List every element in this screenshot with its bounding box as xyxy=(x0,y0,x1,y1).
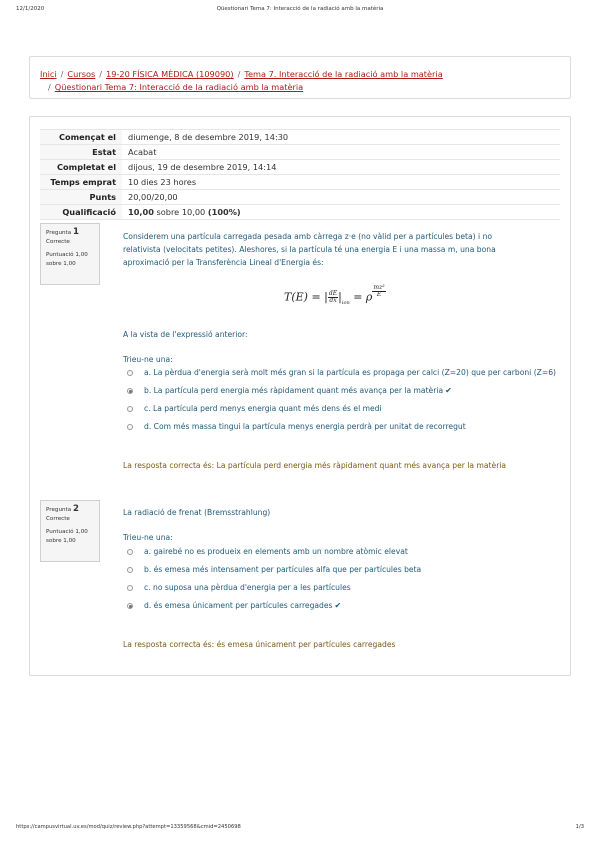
summary-value: 20,00/20,00 xyxy=(122,190,560,205)
question-status: Correcte xyxy=(46,515,70,522)
question-2-prompt: Trieu-ne una: xyxy=(123,533,173,542)
question-mark: Puntuació 1,00 sobre 1,00 xyxy=(46,252,88,267)
question-mark: Puntuació 1,00 sobre 1,00 xyxy=(46,529,88,544)
answer-option-c[interactable]: c. La partícula perd menys energia quant més dens és el medi xyxy=(144,404,382,413)
print-footer xyxy=(0,824,600,836)
question-1-text xyxy=(123,230,523,269)
question-2-info xyxy=(40,500,100,562)
breadcrumb-quiz-link[interactable]: Qüestionari Tema 7: Interacció de la radiació amb la matèria xyxy=(54,82,304,92)
quiz-review-region xyxy=(29,116,571,676)
summary-value xyxy=(122,205,560,220)
print-document-title: Qüestionari Tema 7: Interacció de la radiació amb la matèria xyxy=(216,6,384,12)
question-number: 1 xyxy=(72,227,79,237)
print-url: https://campusvirtual.uv.es/mod/quiz/review.php?attempt=13359568&cmid=2450698 xyxy=(16,824,241,830)
summary-label: Temps emprat xyxy=(40,175,122,190)
breadcrumb-topic-link[interactable]: Tema 7. Interacció de la radiació amb la matèria xyxy=(244,69,443,79)
question-text: Considerem una partícula carregada pesada amb càrrega z·e (no vàlid per a partícules beta) i no relativista (velocitats petites). Aleshores, si la partícula té una energia E i una massa m, una bona aproximació per la Transferència Lineal d'Energia és: xyxy=(123,232,496,267)
answer-option-b[interactable] xyxy=(144,386,452,396)
answer-radio[interactable] xyxy=(127,370,133,376)
summary-label: Completat el xyxy=(40,160,122,175)
answer-radio[interactable] xyxy=(127,406,133,412)
formula-exponent-den: E xyxy=(376,291,382,298)
summary-row-time-taken xyxy=(40,175,560,190)
print-page-number: 1/3 xyxy=(575,824,584,830)
grade-out-of: sobre 10,00 xyxy=(156,207,206,217)
answer-option-a[interactable]: a. La pèrdua d'energia serà molt més gran si la partícula es propaga per calci (Z=20) que per carboni (Z=6) xyxy=(144,368,557,377)
summary-label: Qualificació xyxy=(40,205,122,220)
breadcrumb-home-link[interactable]: Inici xyxy=(40,69,57,79)
summary-value: Acabat xyxy=(122,145,560,160)
summary-label: Punts xyxy=(40,190,122,205)
breadcrumb-courses-link[interactable]: Cursos xyxy=(67,69,96,79)
answer-radio[interactable] xyxy=(127,567,133,573)
answer-option-text: b. La partícula perd energia més ràpidament quant més avança per la matèria xyxy=(144,386,444,395)
let-formula: T(E) = | $\frac{dE}{dx}$ $|_{ion} = \rho$ $\frac{\text{mz²}}{E}$ xyxy=(284,284,385,306)
summary-label: Estat xyxy=(40,145,122,160)
question-1-correct-answer: La resposta correcta és: La partícula perd energia més ràpidament quant més avança per la matèria xyxy=(123,461,507,470)
question-number: 2 xyxy=(72,504,79,514)
summary-row-completed xyxy=(40,160,560,175)
attempt-summary-table xyxy=(40,129,560,220)
breadcrumb-separator: / xyxy=(99,69,103,79)
correct-check-icon: ✔ xyxy=(445,386,452,395)
breadcrumb xyxy=(29,56,571,99)
formula-mid: = ρ xyxy=(353,290,373,304)
answer-radio[interactable] xyxy=(127,424,133,430)
grade-percent: (100%) xyxy=(207,207,241,217)
summary-label: Començat el xyxy=(40,130,122,145)
formula-derivative-num: dE xyxy=(328,290,338,298)
answer-option-d[interactable]: d. Com més massa tingui la partícula menys energia perdrà per unitat de recorregut xyxy=(144,422,466,431)
summary-row-grade xyxy=(40,205,560,220)
formula-derivative-den: dx xyxy=(329,297,337,305)
answer-radio[interactable] xyxy=(127,549,133,555)
breadcrumb-separator: / xyxy=(237,69,241,79)
summary-row-started xyxy=(40,130,560,145)
answer-option-c[interactable]: c. no suposa una pèrdua d'energia per a les partícules xyxy=(144,583,351,592)
answer-option-a[interactable]: a. gairebé no es produeix en elements amb un nombre atòmic elevat xyxy=(144,547,408,556)
answer-radio-selected[interactable] xyxy=(127,388,133,394)
correct-check-icon: ✔ xyxy=(334,601,342,610)
summary-row-marks xyxy=(40,190,560,205)
print-date: 12/1/2020 xyxy=(16,6,45,12)
breadcrumb-course-link[interactable]: 19-20 FÍSICA MÈDICA (109090) xyxy=(106,69,234,79)
question-1-prompt: Trieu-ne una: xyxy=(123,355,173,364)
grade-score: 10,00 xyxy=(128,207,154,217)
summary-value: 10 dies 23 hores xyxy=(122,175,560,190)
question-1-info xyxy=(40,223,100,285)
question-1-followup: A la vista de l'expressió anterior: xyxy=(123,330,248,339)
summary-value: diumenge, 8 de desembre 2019, 14:30 xyxy=(122,130,560,145)
answer-option-text: d. és emesa únicament per partícules carregades xyxy=(144,601,333,610)
question-label: Pregunta xyxy=(46,230,72,236)
question-2-text: La radiació de frenat (Bremsstrahlung) xyxy=(123,508,271,517)
answer-option-d[interactable] xyxy=(144,601,341,611)
question-2-correct-answer: La resposta correcta és: és emesa únicament per partícules carregades xyxy=(123,640,396,649)
formula-lhs: T(E) = xyxy=(284,290,321,304)
formula-subscript: ion xyxy=(341,299,350,306)
print-header xyxy=(0,6,600,18)
breadcrumb-separator: / xyxy=(60,69,64,79)
answer-radio[interactable] xyxy=(127,585,133,591)
summary-value: dijous, 19 de desembre 2019, 14:14 xyxy=(122,160,560,175)
question-status: Correcte xyxy=(46,238,70,245)
answer-option-b[interactable]: b. és emesa més intensament per partícules alfa que per partícules beta xyxy=(144,565,422,574)
question-label: Pregunta xyxy=(46,507,72,513)
summary-row-state xyxy=(40,145,560,160)
breadcrumb-separator: / xyxy=(48,82,51,92)
formula-exponent-num: mz² xyxy=(373,284,385,291)
answer-radio-selected[interactable] xyxy=(127,603,133,609)
attempt-summary xyxy=(40,129,560,220)
